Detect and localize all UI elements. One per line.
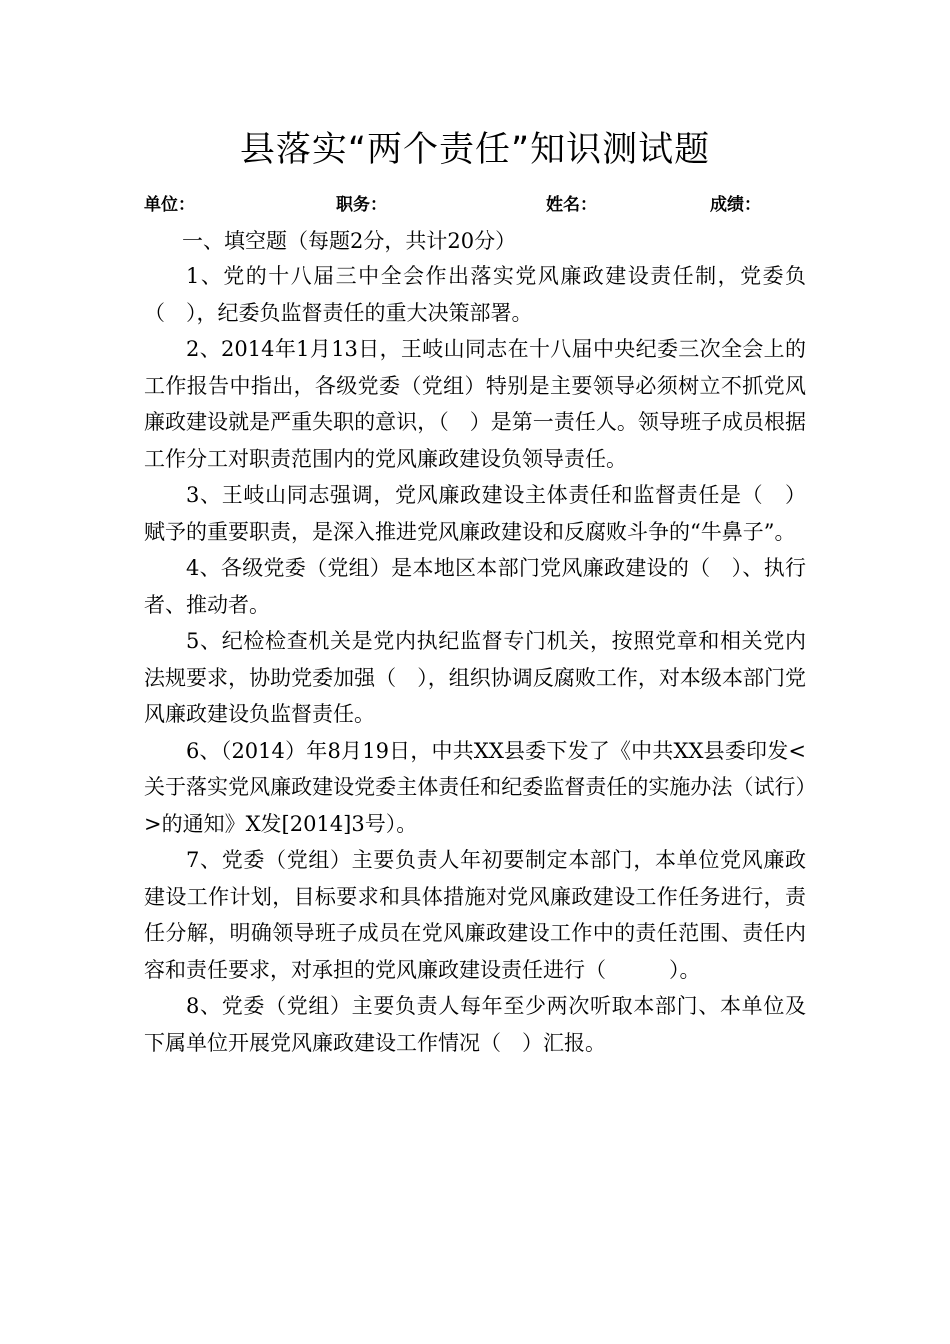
question-8: 8、党委（党组）主要负责人每年至少两次听取本部门、本单位及下属单位开展党风廉政建设工作情况（ ）汇报。 <box>144 994 806 1055</box>
position-label: 职务： <box>336 195 387 215</box>
score-label: 成绩： <box>710 195 761 215</box>
question-6: 6、（2014）年8月19日，中共XX县委下发了《中共XX县委印发<关于落实党风廉政建设党委主体责任和纪委监督责任的实施办法（试行）>的通知》X发[2014]3号）。 <box>144 738 806 836</box>
question-2: 2、2014年1月13日，王岐山同志在十八届中央纪委三次全会上的工作报告中指出，各级党委（党组）特别是主要领导必须树立不抓党风廉政建设就是严重失职的意识，（ ）是第一责任人。领导班子成员根据工作分工对职责范围内的党风廉政建设负领导责任。 <box>144 337 806 471</box>
question-list <box>144 258 806 1061</box>
question-4: 4、各级党委（党组）是本地区本部门党风廉政建设的（ ）、执行者、推动者。 <box>144 556 806 617</box>
question-7: 7、党委（党组）主要负责人年初要制定本部门，本单位党风廉政建设工作计划，目标要求和具体措施对党风廉政建设工作任务进行，责任分解，明确领导班子成员在党风廉政建设工作中的责任范围、责任内容和责任要求，对承担的党风廉政建设责任进行（ ）。 <box>144 848 806 982</box>
question-1: 1、党的十八届三中全会作出落实党风廉政建设责任制，党委负（ ），纪委负监督责任的重大决策部署。 <box>144 264 806 325</box>
question-3: 3、王岐山同志强调，党风廉政建设主体责任和监督责任是（ ）赋予的重要职责，是深入推进党风廉政建设和反腐败斗争的“牛鼻子”。 <box>144 483 806 544</box>
document-title: 县落实“两个责任”知识测试题 <box>239 130 711 170</box>
section-heading-fill-in-blank: 一、填空题（每题2分，共计20分） <box>182 229 517 253</box>
question-5: 5、纪检检查机关是党内执纪监督专门机关，按照党章和相关党内法规要求，协助党委加强（ ），组织协调反腐败工作，对本级本部门党风廉政建设负监督责任。 <box>144 629 806 726</box>
unit-label: 单位： <box>144 195 195 215</box>
name-label: 姓名： <box>546 195 597 215</box>
